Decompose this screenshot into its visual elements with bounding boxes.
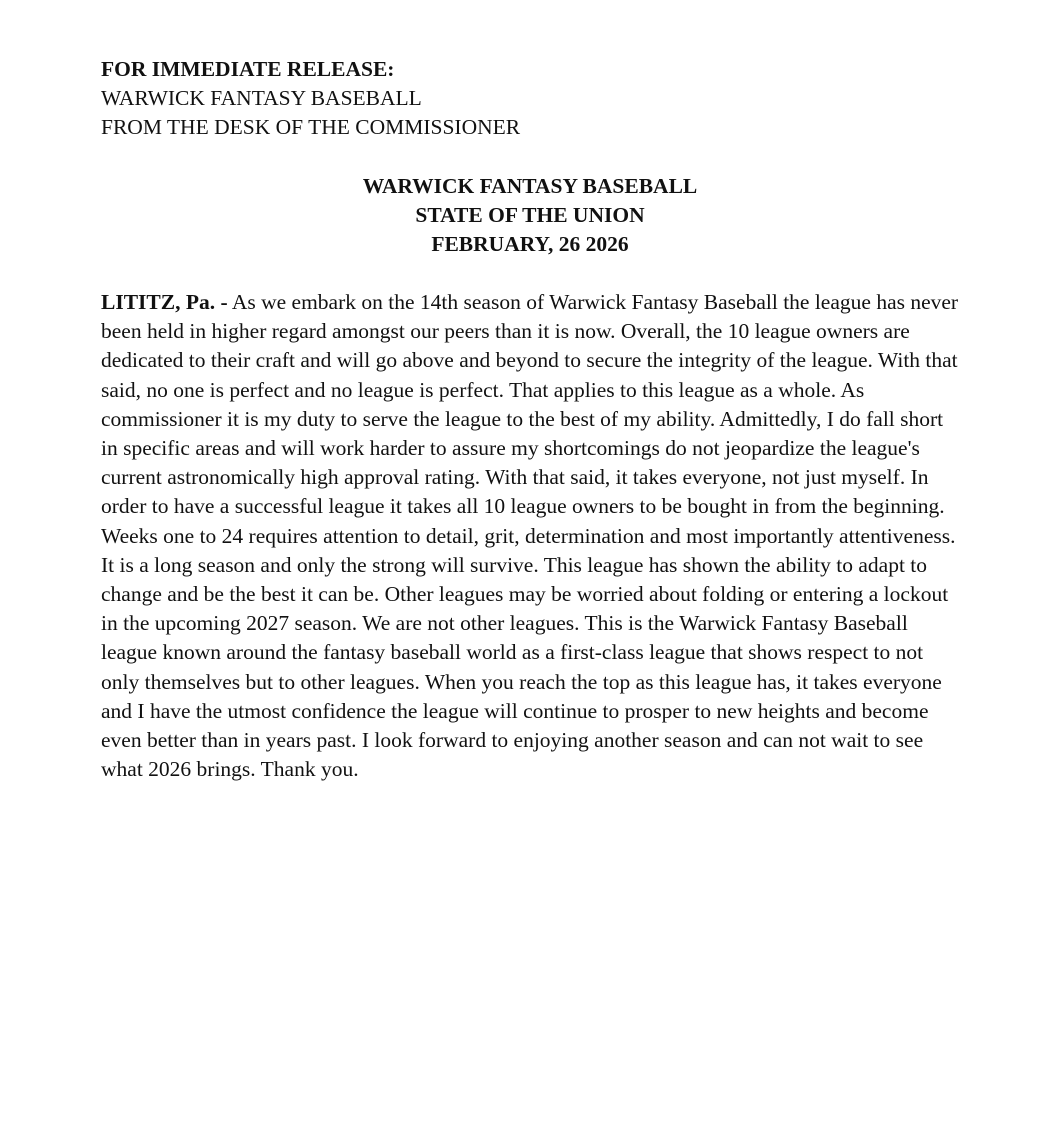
press-release-document <box>101 55 959 806</box>
body-paragraph <box>101 288 959 784</box>
body-text: As we embark on the 14th season of Warwick Fantasy Baseball the league has never been held in higher regard amongst our peers than it is now. Overall, the 10 league owners are dedicated to their craft and will go above and beyond to secure the integrity of the league. With that said, no one is perfect and no league is perfect. That applies to this league as a whole. As commissioner it is my duty to serve the league to the best of my ability. Admittedly, I do fall short in specific areas and will work harder to assure my shortcomings do not jeopardize the league's current astronomically high approval rating. With that said, it takes everyone, not just myself. In order to have a successful league it takes all 10 league owners to be bought in from the beginning. Weeks one to 24 requires attention to detail, grit, determination and most importantly attentiveness. It is a long season and only the strong will survive. This league has shown the ability to adapt to change and be the best it can be. Other leagues may be worried about folding or entering a lockout in the upcoming 2027 season. We are not other leagues. This is the Warwick Fantasy Baseball league known around the fantasy baseball world as a first-class league that shows respect to not only themselves but to other leagues. When you reach the top as this league has, it takes everyone and I have the utmost confidence the league will continue to prosper to new heights and become even better than in years past. I look forward to enjoying another season and can not wait to see what 2026 brings. Thank you. <box>101 290 959 782</box>
release-header <box>101 55 959 142</box>
from-line: FROM THE DESK OF THE COMMISSIONER <box>101 115 521 139</box>
title-line-date: FEBRUARY, 26 2026 <box>431 232 629 256</box>
dateline: LITITZ, Pa. - <box>101 290 228 314</box>
title-line-subject: STATE OF THE UNION <box>415 203 645 227</box>
document-title <box>101 172 959 259</box>
organization-name: WARWICK FANTASY BASEBALL <box>101 86 422 110</box>
title-line-organization: WARWICK FANTASY BASEBALL <box>362 174 698 198</box>
release-label: FOR IMMEDIATE RELEASE: <box>101 57 395 81</box>
